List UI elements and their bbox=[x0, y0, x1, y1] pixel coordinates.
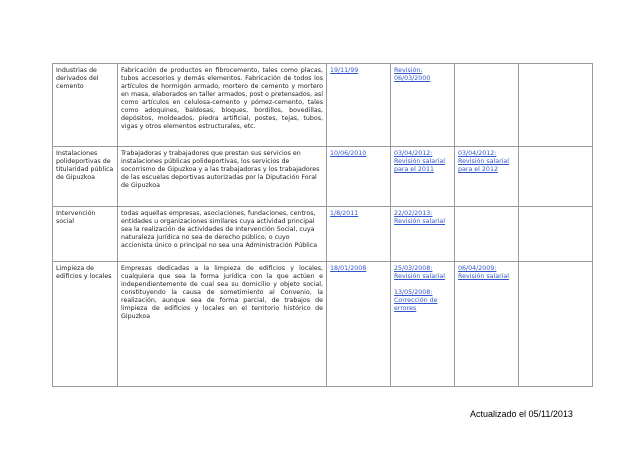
revision-link[interactable]: 22/02/2013: Revisión salarial bbox=[394, 210, 446, 225]
sector-cell: Limpieza de edificios y locales bbox=[53, 262, 118, 387]
updated-date: Actualizado el 05/11/2013 bbox=[470, 409, 573, 419]
revision-link[interactable]: 03/04/2012: Revisión salarial para el 2012 bbox=[458, 150, 510, 173]
empty-cell bbox=[519, 207, 593, 262]
revision-cell-2 bbox=[455, 207, 519, 262]
revision-cell-2 bbox=[455, 147, 519, 207]
empty-cell bbox=[519, 147, 593, 207]
revision-link[interactable]: 03/04/2012: Revisión salarial para el 2011 bbox=[394, 150, 446, 173]
date-link[interactable]: 10/06/2010 bbox=[330, 150, 367, 157]
date-cell bbox=[327, 207, 391, 262]
correction-link[interactable]: 13/05/2008: Corrección de errores bbox=[394, 289, 438, 312]
description-cell: todas aquellas empresas, asociaciones, fundaciones, centros, entidades u organizaciones similares cuya actividad principal sea la realización de actividades de Intervención Social, cuya naturaleza jurídica no sea de derecho público, o cuyo accionista único o principal no sea una Administración Pública bbox=[118, 207, 327, 262]
revision-link[interactable]: 25/03/2008: Revisión salarial bbox=[394, 265, 446, 280]
table-row bbox=[53, 64, 593, 147]
description-cell: Empresas dedicadas a la limpieza de edificios y locales, cualquiera que sea la forma jurídica con la que actúen e independientemente de cual sea su domicilio y objeto social, constituyendo la causa de sometimiento al Convenio, la realización, aunque sea de forma parcial, de trabajos de limpieza de edificios y locales en el territorio histórico de Gipuzkoa bbox=[118, 262, 327, 387]
table-row bbox=[53, 147, 593, 207]
date-cell bbox=[327, 147, 391, 207]
description-cell: Trabajadoras y trabajadores que prestan sus servicios en instalaciones públicas polideportivas, los servicios de socorrismo de Gipuzkoa y a las trabajadoras y los trabajadores de las escuelas deportivas autorizadas por la Diputación Foral de Gipuzkoa bbox=[118, 147, 327, 207]
revision-cell bbox=[391, 207, 455, 262]
revision-cell bbox=[391, 64, 455, 147]
sector-cell: Instalaciones polideportivas de titularidad pública de Gipuzkoa bbox=[53, 147, 118, 207]
revision-cell-2 bbox=[455, 64, 519, 147]
date-cell bbox=[327, 262, 391, 387]
date-link[interactable]: 19/11/99 bbox=[330, 67, 359, 74]
sector-cell: Intervención social bbox=[53, 207, 118, 262]
empty-cell bbox=[519, 64, 593, 147]
agreements-table bbox=[52, 63, 593, 387]
table-row bbox=[53, 262, 593, 387]
date-link[interactable]: 18/01/2008 bbox=[330, 265, 367, 272]
table-row bbox=[53, 207, 593, 262]
sector-cell: Industrias de derivados del cemento bbox=[53, 64, 118, 147]
empty-cell bbox=[519, 262, 593, 387]
revision-cell-2 bbox=[455, 262, 519, 387]
revision-cell bbox=[391, 147, 455, 207]
date-link[interactable]: 1/8/2011 bbox=[330, 210, 359, 217]
description-cell: Fabricación de productos en fibrocemento, tales como placas, tubos accesorios y demás elementos. Fabricación de todos los artículos de hormigón armado, mortero de cemento y mortero en masa, elaborados en taller armados, post o pretensados, así como artículos en celulosa-cemento y pómez-cemento, tales como adoquines, baldosas, bloques, bordillos, bovedillas, depósitos, moldeados, piedra artificial, postes, tejas, tubos, vigas y otros elementos estructurales, etc. bbox=[118, 64, 327, 147]
revision-link[interactable]: 06/04/2009: Revisión salarial bbox=[458, 265, 510, 280]
revision-cell bbox=[391, 262, 455, 387]
date-cell bbox=[327, 64, 391, 147]
revision-link[interactable]: Revisión: 06/03/2000 bbox=[394, 67, 431, 82]
